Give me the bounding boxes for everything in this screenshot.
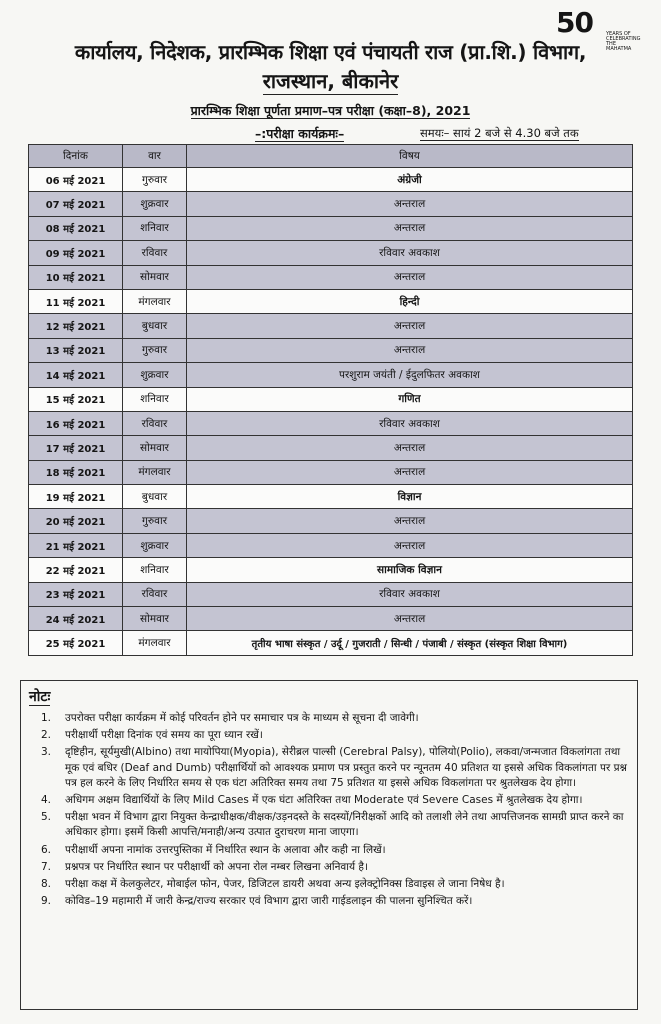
subject-cell: अन्तराल — [187, 607, 633, 631]
exam-schedule-table — [28, 144, 633, 656]
subject-cell: अन्तराल — [187, 314, 633, 338]
note-text: उपरोक्त परीक्षा कार्यक्रम में कोई परिवर्तन होने पर समाचार पत्र के माध्यम से सूचना दी जावेगी। — [65, 712, 419, 724]
exam-time-text: समयः– सायं 2 बजे से 4.30 बजे तक — [420, 126, 579, 140]
note-item — [31, 793, 629, 808]
subject-cell: अन्तराल — [187, 533, 633, 557]
program-label-text: –:परीक्षा कार्यक्रमः– — [255, 126, 345, 141]
note-text: परीक्षा कक्ष में केलकुलेटर, मोबाईल फोन, पेजर, डिजिटल डायरी अथवा अन्य इलेक्ट्रोनिक्स डिवाइस ले जाना निषेध है। — [65, 878, 505, 891]
date-cell: 16 मई 2021 — [29, 411, 123, 435]
table-row — [29, 582, 633, 606]
subject-cell: विज्ञान — [187, 485, 633, 509]
note-number: 9. — [41, 895, 52, 908]
table-row — [29, 216, 633, 240]
note-number: 6. — [41, 843, 52, 856]
note-text: अधिगम अक्षम विद्यार्थियों के लिए Mild Cases में एक घंटा अतिरिक्त तथा Moderate एवं Severe Cases में श्रुतलेखक देय होगा। — [65, 794, 583, 807]
date-cell: 21 मई 2021 — [29, 533, 123, 557]
office-title: कार्यालय, निदेशक, प्रारम्भिक शिक्षा एवं पंचायती राज (प्रा.शि.) विभाग, — [74, 40, 587, 64]
subject-cell: सामाजिक विज्ञान — [187, 558, 633, 582]
note-text: दृष्टिहीन, सूर्यमुखी(Albino) तथा मायोपिया(Myopia), सेरीब्रल पाल्सी (Cerebral Palsy), पोलियो(Polio), लकवा/जन्मजात विकलांगता तथा मूक एवं बधिर (Deaf and Dumb) परीक्षार्थियों को आवश्यक प्रमाण पत्र प्रस्तुत करने पर न्यूनतम 40 प्रतिशत या इससे अधिक विकलांगता पर प्रश्न पत्र हल करने के लिए निर्धारित समय से एक घंटा अतिरिक्त समय तथा 75 प्रतिशत या इससे अधिक विकलांगता पर श्रुतलेखक देय होगा। — [65, 746, 627, 789]
table-row — [29, 387, 633, 411]
date-cell: 20 मई 2021 — [29, 509, 123, 533]
note-item — [31, 860, 629, 875]
notes-box — [20, 680, 638, 1010]
day-cell: शुक्रवार — [123, 363, 187, 387]
day-cell: शनिवार — [123, 216, 187, 240]
note-text: परीक्षार्थी अपना नामांक उत्तरपुस्तिका में निर्धारित स्थान के अलावा और कही ना लिखें। — [65, 843, 386, 856]
date-cell: 13 मई 2021 — [29, 338, 123, 362]
subject-cell: परशुराम जयंती / ईदुलफितर अवकाश — [187, 363, 633, 387]
table-row — [29, 168, 633, 192]
table-row — [29, 533, 633, 557]
note-number: 8. — [41, 878, 52, 891]
date-cell: 25 मई 2021 — [29, 631, 123, 655]
date-cell: 14 मई 2021 — [29, 363, 123, 387]
notes-list — [31, 711, 629, 911]
note-item — [31, 810, 629, 840]
table-row — [29, 265, 633, 289]
exam-time — [420, 126, 579, 141]
day-cell: मंगलवार — [123, 631, 187, 655]
subject-cell: अन्तराल — [187, 460, 633, 484]
table-row — [29, 631, 633, 655]
date-cell: 09 मई 2021 — [29, 241, 123, 265]
subject-cell: अन्तराल — [187, 192, 633, 216]
note-item — [31, 843, 629, 858]
day-cell: शुक्रवार — [123, 533, 187, 557]
day-cell: बुधवार — [123, 485, 187, 509]
date-cell: 23 मई 2021 — [29, 582, 123, 606]
table-row — [29, 411, 633, 435]
date-cell: 08 मई 2021 — [29, 216, 123, 240]
exam-title — [0, 102, 661, 119]
note-number: 7. — [41, 860, 52, 873]
note-number: 4. — [41, 794, 52, 807]
table-row — [29, 436, 633, 460]
subject-cell: अन्तराल — [187, 436, 633, 460]
column-header-date: दिनांक — [29, 145, 123, 168]
table-row — [29, 289, 633, 313]
table-row — [29, 338, 633, 362]
subject-cell: अन्तराल — [187, 216, 633, 240]
date-cell: 19 मई 2021 — [29, 485, 123, 509]
exam-title-text: प्रारम्भिक शिक्षा पूर्णता प्रमाण–पत्र परीक्षा (कक्षा–8), 2021 — [190, 103, 471, 118]
note-item — [31, 711, 629, 726]
subject-cell: अन्तराल — [187, 509, 633, 533]
subject-cell: तृतीय भाषा संस्कृत / उर्दू / गुजराती / सिन्धी / पंजाबी / संस्कृत (संस्कृत शिक्षा विभाग) — [187, 631, 633, 655]
subject-cell: रविवार अवकाश — [187, 411, 633, 435]
day-cell: रविवार — [123, 582, 187, 606]
subject-cell: हिन्दी — [187, 289, 633, 313]
anniversary-logo — [548, 6, 641, 52]
date-cell: 22 मई 2021 — [29, 558, 123, 582]
table-row — [29, 241, 633, 265]
note-item — [31, 728, 629, 743]
table-row — [29, 460, 633, 484]
column-header-day: वार — [123, 145, 187, 168]
note-text: प्रश्नपत्र पर निर्धारित स्थान पर परीक्षार्थी को अपना रोल नम्बर लिखना अनिवार्य है। — [65, 860, 368, 873]
date-cell: 17 मई 2021 — [29, 436, 123, 460]
note-number: 3. — [41, 746, 52, 759]
subject-cell: अंग्रेजी — [187, 168, 633, 192]
day-cell: मंगलवार — [123, 289, 187, 313]
note-number: 2. — [41, 729, 52, 742]
subject-cell: रविवार अवकाश — [187, 241, 633, 265]
day-cell: शनिवार — [123, 387, 187, 411]
date-cell: 12 मई 2021 — [29, 314, 123, 338]
date-cell: 15 मई 2021 — [29, 387, 123, 411]
note-text: कोविड–19 महामारी में जारी केन्द्र/राज्य सरकार एवं विभाग द्वारा जारी गाईडलाइन की पालना सुनिश्चित करें। — [65, 895, 473, 908]
table-row — [29, 509, 633, 533]
day-cell: मंगलवार — [123, 460, 187, 484]
day-cell: बुधवार — [123, 314, 187, 338]
table-header-row — [29, 145, 633, 168]
date-cell: 10 मई 2021 — [29, 265, 123, 289]
table-row — [29, 192, 633, 216]
subject-cell: अन्तराल — [187, 338, 633, 362]
note-item — [31, 894, 629, 909]
table-row — [29, 607, 633, 631]
table-row — [29, 363, 633, 387]
note-text: परीक्षा भवन में विभाग द्वारा नियुक्त केन्द्राधीक्षक/वीक्षक/उड़नदस्ते के सदस्यों/निरीक्षकों आदि को तलाशी लेने तथा आपत्तिजनक सामग्री प्राप्त करने का अधिकार होगा। इसमें किसी आपत्ति/मनाही/अन्य उत्पात दुराचरण माना जाएगा। — [65, 811, 624, 839]
table-row — [29, 558, 633, 582]
day-cell: गुरुवार — [123, 168, 187, 192]
day-cell: सोमवार — [123, 436, 187, 460]
date-cell: 07 मई 2021 — [29, 192, 123, 216]
day-cell: गुरुवार — [123, 338, 187, 362]
column-header-subject: विषय — [187, 145, 633, 168]
note-number: 5. — [41, 811, 52, 824]
subject-cell: अन्तराल — [187, 265, 633, 289]
office-location — [0, 67, 661, 94]
notes-heading-text: नोटः — [29, 689, 51, 705]
day-cell: रविवार — [123, 241, 187, 265]
date-cell: 24 मई 2021 — [29, 607, 123, 631]
date-cell: 06 मई 2021 — [29, 168, 123, 192]
day-cell: शनिवार — [123, 558, 187, 582]
note-item — [31, 877, 629, 892]
subject-cell: रविवार अवकाश — [187, 582, 633, 606]
logo-number: 50 — [556, 6, 593, 39]
notes-heading — [29, 687, 50, 706]
table-row — [29, 314, 633, 338]
table-row — [29, 485, 633, 509]
subject-cell: गणित — [187, 387, 633, 411]
date-cell: 18 मई 2021 — [29, 460, 123, 484]
logo-caption: YEARS OF CELEBRATING THE MAHATMA — [606, 31, 641, 52]
note-number: 1. — [41, 712, 52, 724]
day-cell: रविवार — [123, 411, 187, 435]
day-cell: गुरुवार — [123, 509, 187, 533]
office-location-text: राजस्थान, बीकानेर — [262, 69, 399, 93]
schedule-body — [29, 168, 633, 656]
day-cell: सोमवार — [123, 265, 187, 289]
date-cell: 11 मई 2021 — [29, 289, 123, 313]
note-item — [31, 745, 629, 791]
day-cell: सोमवार — [123, 607, 187, 631]
day-cell: शुक्रवार — [123, 192, 187, 216]
program-label — [255, 125, 344, 142]
note-text: परीक्षार्थी परीक्षा दिनांक एवं समय का पूरा ध्यान रखें। — [65, 729, 263, 742]
